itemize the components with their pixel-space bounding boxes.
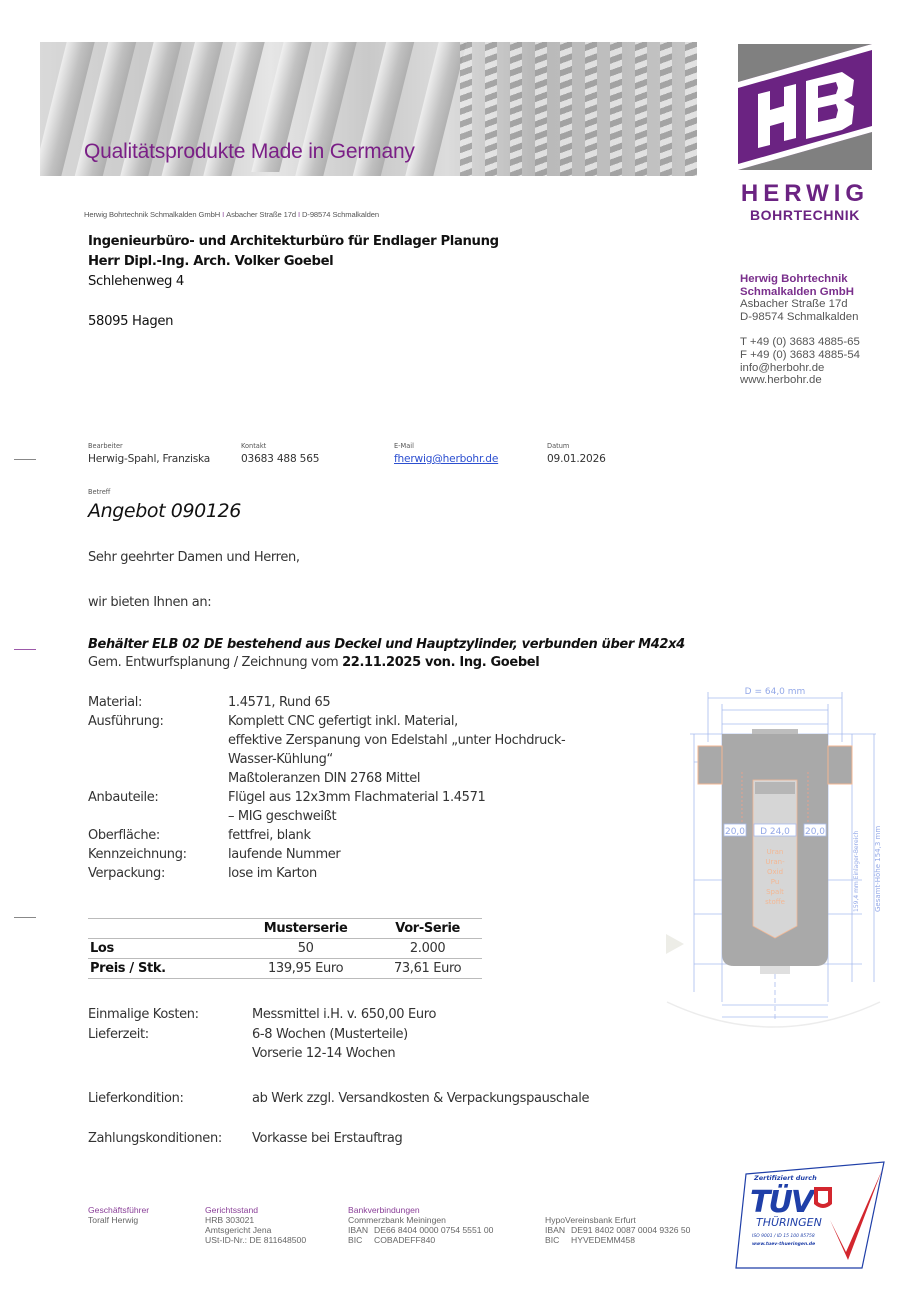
sender-address-line: Herwig Bohrtechnik Schmalkalden GmbH I Asbacher Straße 17d I D-98574 Schmalkalden [84,210,379,219]
spec-material: Material: 1.4571, Rund 65 [88,695,331,710]
company-phone: T +49 (0) 3683 4885-65 [740,336,860,349]
company-fax: F +49 (0) 3683 4885-54 [740,348,861,361]
svg-text:TÜV: TÜV [750,1185,813,1220]
footer-court: Gerichtsstand HRB 303021 Amtsgericht Jena USt-ID-Nr.: DE 811648500 [205,1205,307,1245]
hb-logo-icon [738,44,872,170]
recipient-company: Ingenieurbüro- und Architekturbüro für Endlager Planung [88,234,499,249]
svg-text:Gesamt-Höhe 154,3 mm: Gesamt-Höhe 154,3 mm [874,825,882,912]
recipient-city: 58095 Hagen [88,314,174,329]
conditions-payment: Zahlungskonditionen: Vorkasse bei Erstauftrag [88,1131,403,1146]
punch-mark [14,649,36,650]
svg-text:Uran: Uran [766,848,784,856]
spec-verpackung: Verpackung: lose im Karton [88,866,317,881]
footer-bank-commerzbank: Bankverbindungen Commerzbank Meiningen IBAN DE66 8404 0000 0754 5551 00 BIC COBADEFF840 [348,1205,494,1245]
conditions-delivery-terms: Lieferkondition: ab Werk zzgl. Versandkosten & Verpackungspauschale [88,1091,590,1106]
footer-bank-hypovereinsbank: HypoVereinsbank Erfurt IBAN DE91 8402 0087 0004 9326 50 BIC HYVEDEMM458 [545,1215,691,1245]
price-table [88,918,482,979]
svg-text:Zertifiziert durch: Zertifiziert durch [754,1174,817,1182]
drawing-reference: Gem. Entwurfsplanung / Zeichnung vom 22.11.2025 von. Ing. Goebel [88,655,540,670]
svg-text:20,0: 20,0 [804,827,826,837]
recipient-street: Schlehenweg 4 [88,274,184,289]
svg-text:Oxid: Oxid [766,868,784,876]
tuv-certificate-badge [732,1160,888,1272]
recipient-person: Herr Dipl.-Ing. Arch. Volker Goebel [88,254,334,269]
table-row: Los 50 2.000 [88,939,482,959]
svg-text:www.tuev-thueringen.de: www.tuev-thueringen.de [752,1242,816,1247]
spec-anbauteile: Anbauteile: Flügel aus 12x3mm Flachmaterial 1.4571 – MIG geschweißt [88,790,486,824]
svg-text:ISO 9001 / ID 15 100 85758: ISO 9001 / ID 15 100 85758 [752,1234,815,1239]
email-link[interactable]: fherwig@herbohr.de [394,453,499,465]
meta-bearbeiter: Bearbeiter Herwig-Spahl, Franziska [88,442,211,465]
technical-drawing [662,682,884,1032]
header-banner [40,42,697,176]
conditions-costs-delivery: Einmalige Kosten: Messmittel i.H. v. 650,00 Euro Lieferzeit: 6-8 Wochen (Musterteile) Vorserie 12-14 Wochen [88,1007,437,1061]
banner-title: Qualitätsprodukte Made in Germany [84,140,415,163]
subject-title: Angebot 090126 [88,500,241,522]
meta-email: E-Mail fherwig@herbohr.de [394,442,499,465]
column-vorserie: Vor-Serie [373,919,482,939]
svg-text:THÜRINGEN: THÜRINGEN [756,1216,822,1229]
recipient-address [88,232,499,332]
meta-kontakt: Kontakt 03683 488 565 [241,442,320,465]
fold-mark [14,917,36,918]
svg-text:D 24,0: D 24,0 [760,827,790,837]
spec-oberflaeche: Oberfläche: fettfrei, blank [88,828,311,843]
spec-ausfuehrung: Ausführung: Komplett CNC gefertigt inkl. Material, effektive Zerspanung von Edelstahl „unter Hochdruck- Wasser-Kühlung“ Maßtoleranzen DIN 2768 Mittel [88,714,566,786]
svg-text:159,4 mm Einlager-Bereich: 159,4 mm Einlager-Bereich [853,830,860,912]
column-musterserie: Musterserie [238,919,373,939]
meta-datum: Datum 09.01.2026 [547,442,606,465]
svg-text:20,0: 20,0 [724,827,746,837]
company-website[interactable]: www.herbohr.de [740,374,822,387]
company-info: Herwig Bohrtechnik Schmalkalden GmbH Asbacher Straße 17d D-98574 Schmalkalden T +49 (0) 3683 4885-65 F +49 (0) 3683 4885-54 info@herbohr.de www.herbohr.de [740,273,861,387]
fold-mark [14,459,36,460]
table-row: Preis / Stk. 139,95 Euro 73,61 Euro [88,959,482,979]
svg-text:D = 64,0 mm: D = 64,0 mm [744,687,806,697]
subject-label: Betreff [88,488,111,496]
product-title: Behälter ELB 02 DE bestehend aus Deckel und Hauptzylinder, verbunden über M42x4 [88,637,685,652]
logo-wordmark-bohrtechnik: BOHRTECHNIK [749,207,861,223]
svg-text:Pu: Pu [770,878,780,886]
svg-text:Spalt: Spalt [766,888,784,896]
table-header-row [88,919,482,939]
company-email[interactable]: info@herbohr.de [740,361,825,374]
logo-wordmark-herwig: HERWIG [740,180,870,207]
intro-text: wir bieten Ihnen an: [88,595,212,610]
svg-text:stoffe: stoffe [765,898,785,906]
svg-text:Uran-: Uran- [765,858,785,866]
footer-management: Geschäftsführer Toralf Herwig [88,1205,150,1225]
spec-kennzeichnung: Kennzeichnung: laufende Nummer [88,847,341,862]
spec-list [88,693,565,883]
salutation: Sehr geehrter Damen und Herren, [88,550,300,565]
